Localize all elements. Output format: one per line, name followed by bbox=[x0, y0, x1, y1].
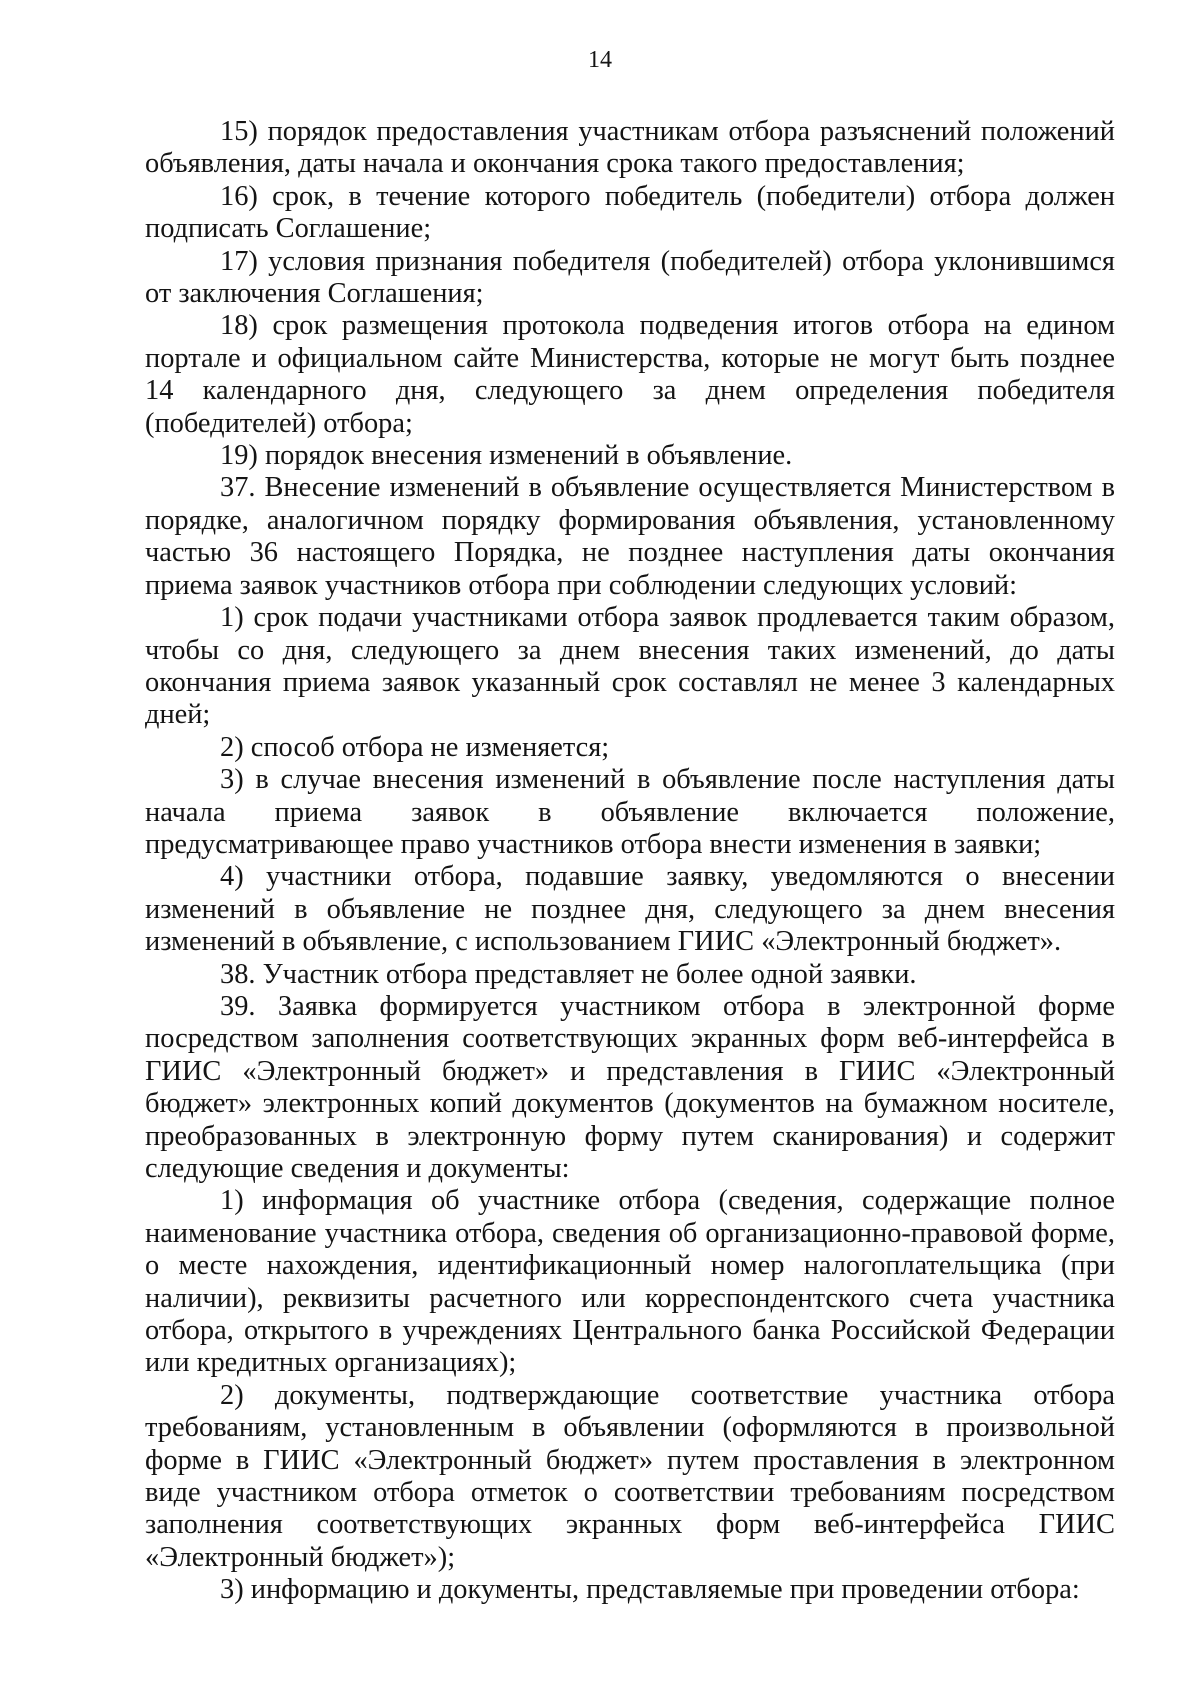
paragraph-item-15: 15) порядок предоставления участникам отбора разъяснений положений объявления, даты начала и окончания срока такого предоставления; bbox=[145, 116, 1115, 180]
paragraph-37-item-3: 3) в случае внесения изменений в объявление после наступления даты начала приема заявок в объявление включается положение, предусматривающее право участников отбора внести изменения в заявки; bbox=[145, 764, 1115, 860]
paragraph-section-39: 39. Заявка формируется участником отбора в электронной форме посредством заполнения соответствующих экранных форм веб-интерфейса в ГИИС «Электронный бюджет» и представления в ГИИС «Электронный бюджет» электронных копий документов (документов на бумажном носителе, преобразованных в электронную форму путем сканирования) и содержит следующие сведения и документы: bbox=[145, 990, 1115, 1184]
paragraph-39-item-2: 2) документы, подтверждающие соответствие участника отбора требованиям, установленным в объявлении (оформляются в произвольной форме в ГИИС «Электронный бюджет» путем проставления в электронном виде участником отбора отметок о соответствии требованиям посредством заполнения соответствующих экранных форм веб-интерфейса ГИИС «Электронный бюджет»); bbox=[145, 1379, 1115, 1573]
document-body bbox=[145, 116, 1115, 1607]
paragraph-39-item-1: 1) информация об участнике отбора (сведения, содержащие полное наименование участника отбора, сведения об организационно-правовой форме, о месте нахождения, идентификационный номер налогоплательщика (при наличии), реквизиты расчетного или корреспондентского счета участника отбора, открытого в учреждениях Центрального банка Российской Федерации или кредитных организациях); bbox=[145, 1185, 1115, 1379]
page-number: 14 bbox=[588, 47, 612, 73]
paragraph-item-17: 17) условия признания победителя (победителей) отбора уклонившимся от заключения Соглашения; bbox=[145, 245, 1115, 310]
paragraph-item-19: 19) порядок внесения изменений в объявление. bbox=[220, 440, 793, 472]
paragraph-item-16: 16) срок, в течение которого победитель (победители) отбора должен подписать Соглашение; bbox=[145, 180, 1115, 245]
paragraph-section-38: 38. Участник отбора представляет не более одной заявки. bbox=[220, 958, 917, 990]
paragraph-item-18: 18) срок размещения протокола подведения итогов отбора на едином портале и официальном сайте Министерства, которые не могут быть позднее 14 календарного дня, следующего за днем определения победителя (победителей) отбора; bbox=[145, 310, 1115, 439]
paragraph-39-item-3: 3) информацию и документы, представляемые при проведении отбора: bbox=[220, 1574, 1080, 1606]
paragraph-37-item-2: 2) способ отбора не изменяется; bbox=[220, 731, 610, 763]
paragraph-section-37: 37. Внесение изменений в объявление осуществляется Министерством в порядке, аналогичном порядку формирования объявления, установленному частью 36 настоящего Порядка, не позднее наступления даты окончания приема заявок участников отбора при соблюдении следующих условий: bbox=[145, 472, 1115, 601]
paragraph-37-item-1: 1) срок подачи участниками отбора заявок продлевается таким образом, чтобы со дня, следующего за днем внесения таких изменений, до даты окончания приема заявок указанный срок составлял не менее 3 календарных дней; bbox=[145, 602, 1115, 731]
paragraph-37-item-4: 4) участники отбора, подавшие заявку, уведомляются о внесении изменений в объявление не позднее дня, следующего за днем внесения изменений в объявление, с использованием ГИИС «Электронный бюджет». bbox=[145, 861, 1115, 958]
